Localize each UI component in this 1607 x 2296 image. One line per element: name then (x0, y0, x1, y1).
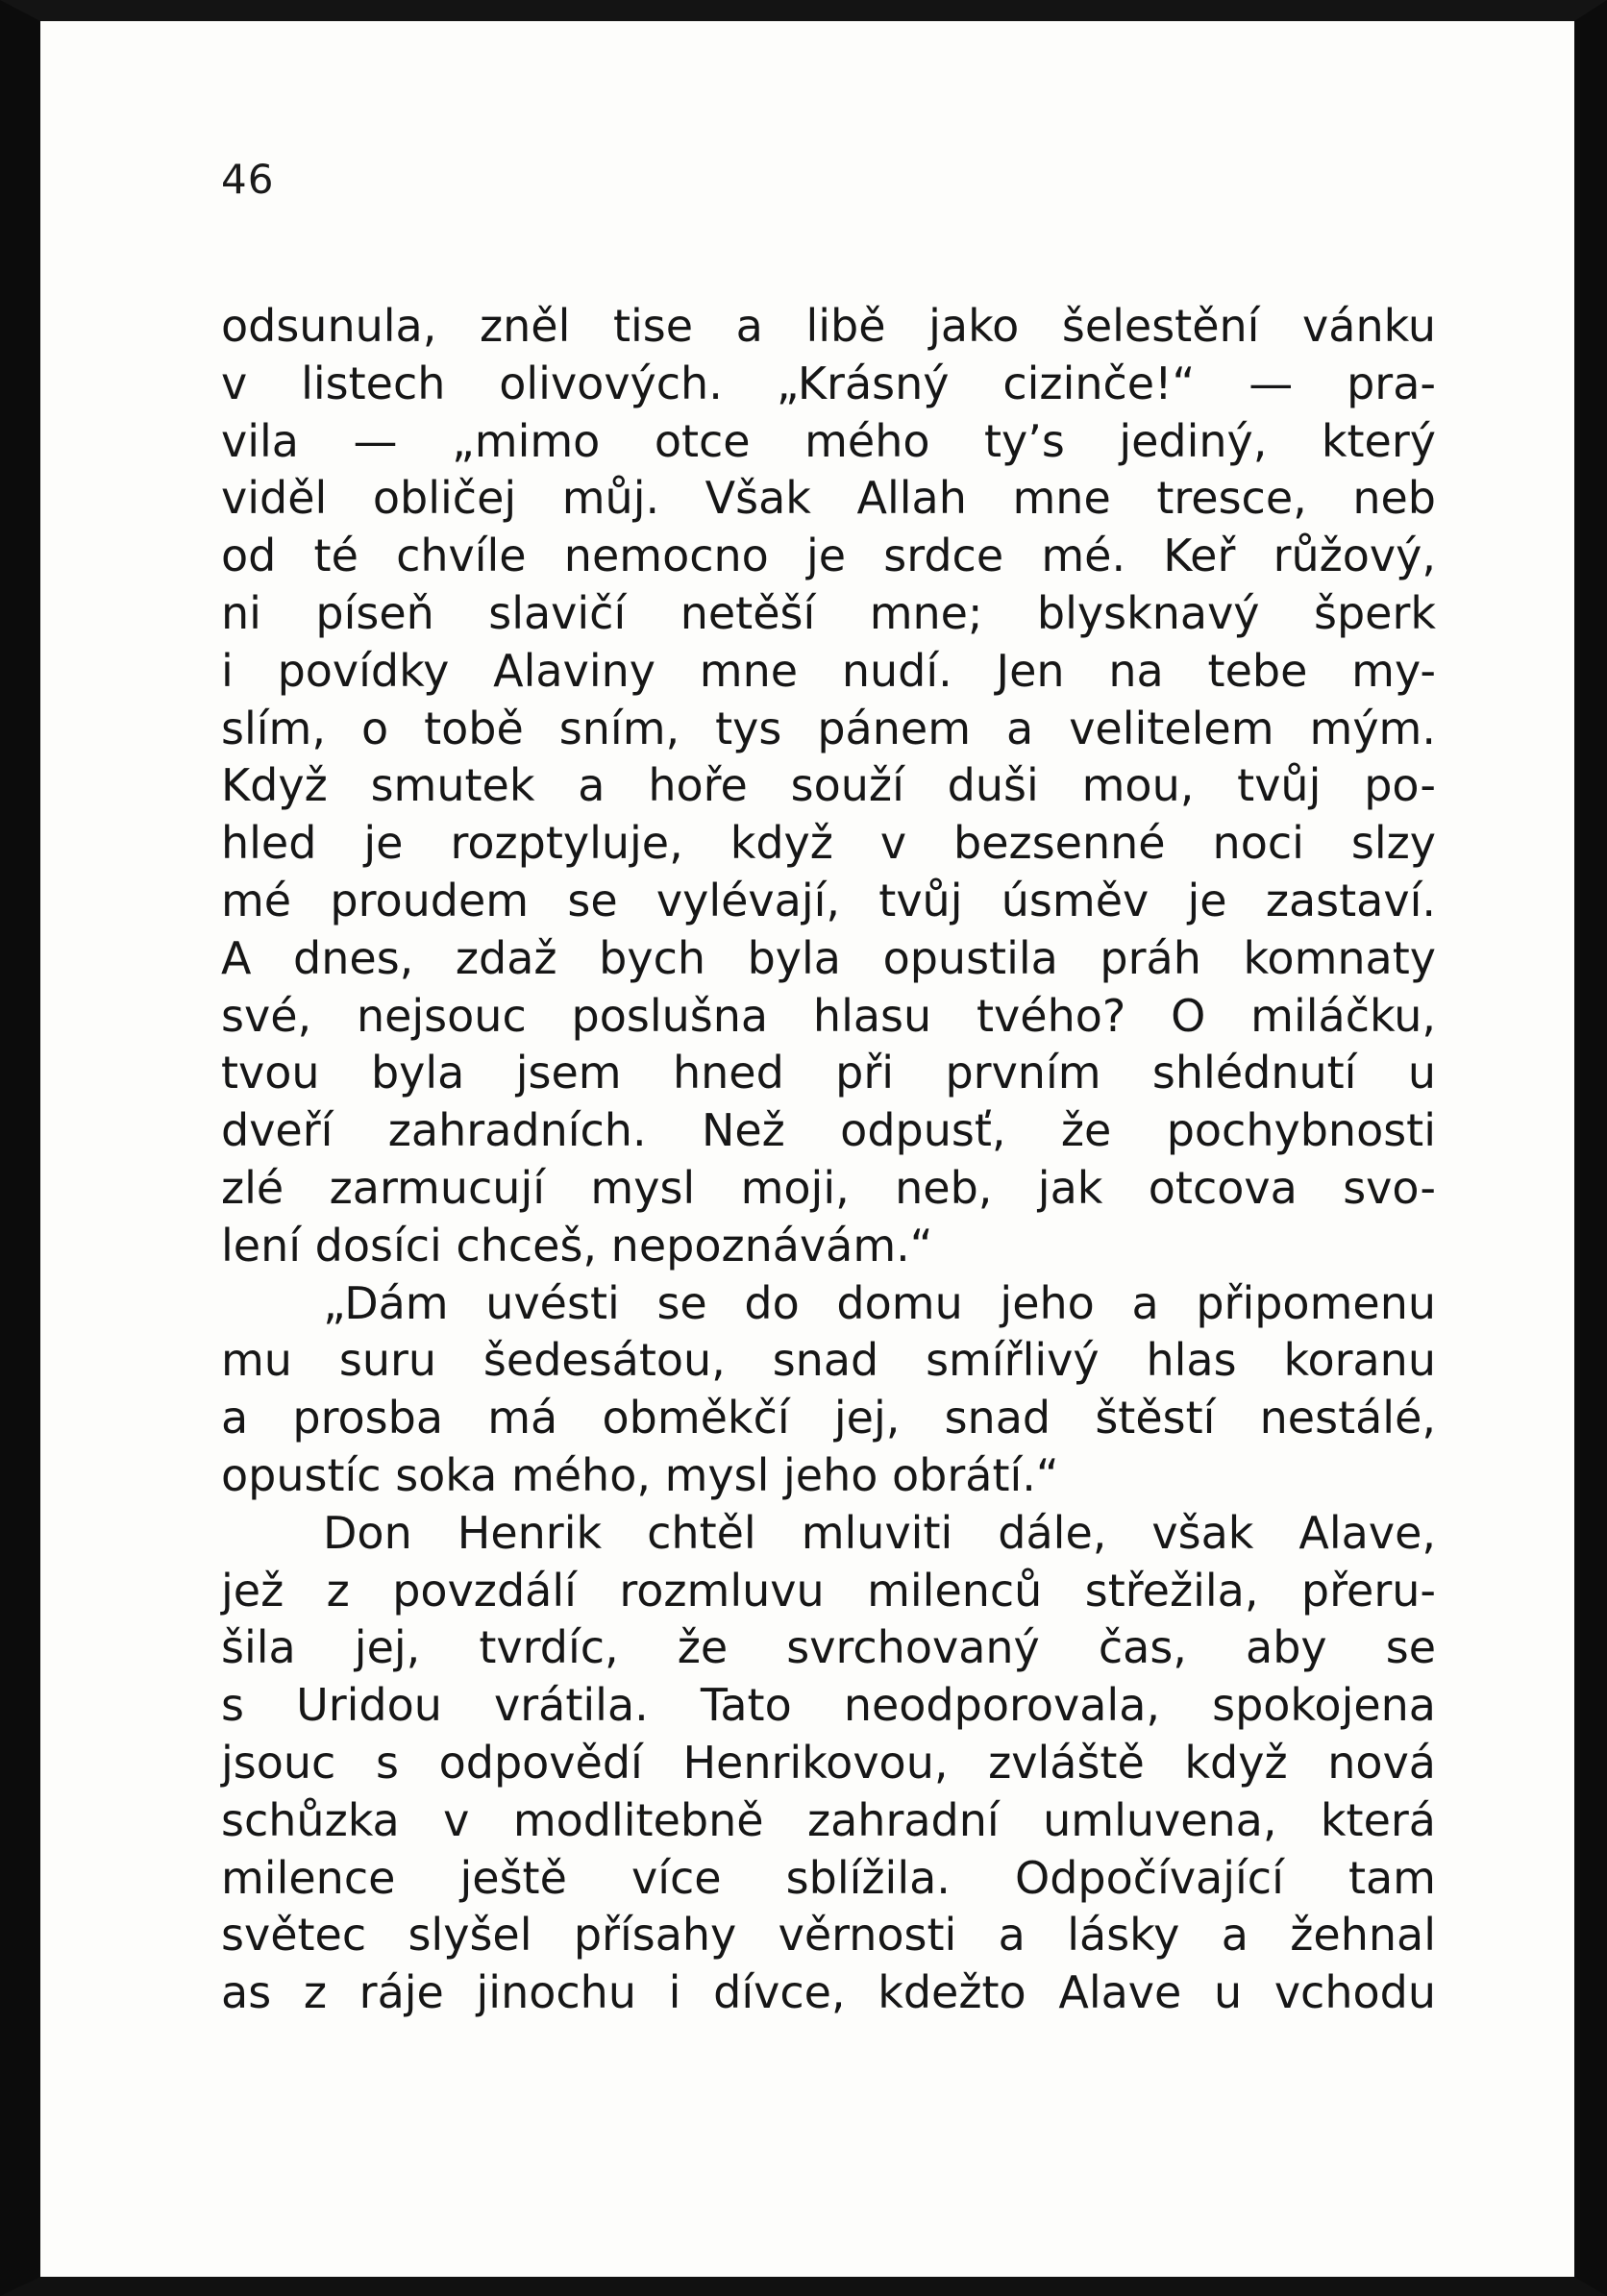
text-line: jež z povzdálí rozmluvu milenců střežila, přeru- (221, 1564, 1436, 1617)
text-line: s Uridou vrátila. Tato neodporovala, spokojena (221, 1679, 1436, 1732)
paragraph-end-line: opustíc soka mého, mysl jeho obrátí.“ (221, 1448, 1059, 1501)
paragraph-start-line: „Dám uvésti se do domu jeho a připomenu (323, 1276, 1436, 1329)
text-line: jsouc s odpovědí Henrikovou, zvláště když nová (221, 1736, 1436, 1789)
text-line: v listech olivových. „Krásný cizinče!“ — pra- (221, 357, 1436, 409)
text-line: ni píseň slavičí netěší mne; blysknavý šperk (221, 586, 1436, 639)
text-line: dveří zahradních. Než odpusť, že pochybnosti (221, 1104, 1436, 1157)
text-line: vila — „mimo otce mého ty’s jediný, který (221, 414, 1436, 467)
text-line: hled je rozptyluje, když v bezsenné noci slzy (221, 817, 1436, 870)
text-line: mu suru šedesátou, snad smířlivý hlas koranu (221, 1334, 1436, 1387)
paragraph-end-line: lení dosíci chceš, nepoznávám.“ (221, 1219, 933, 1271)
text-line: a prosba má obměkčí jej, snad štěstí nestálé, (221, 1392, 1436, 1444)
text-line: světec slyšel přísahy věrnosti a lásky a žehnal (221, 1909, 1436, 1962)
text-line: od té chvíle nemocno je srdce mé. Keř růžový, (221, 530, 1436, 582)
text-line: slím, o tobě sním, tys pánem a velitelem mým. (221, 702, 1436, 754)
text-line: zlé zarmucují mysl moji, neb, jak otcova svo- (221, 1161, 1436, 1214)
text-line: A dnes, zdaž bych byla opustila práh komnaty (221, 931, 1436, 984)
text-line: mé proudem se vylévají, tvůj úsměv je zastaví. (221, 874, 1436, 926)
text-line: schůzka v modlitebně zahradní umluvena, která (221, 1793, 1436, 1846)
body-text (221, 298, 1436, 2022)
book-page (40, 21, 1574, 2277)
text-line: as z ráje jinochu i dívce, kdežto Alave u vchodu (221, 1966, 1436, 2019)
text-line: odsunula, zněl tise a libě jako šelestění vánku (221, 300, 1436, 352)
page-number: 46 (221, 156, 275, 203)
text-line: viděl obličej můj. Však Allah mne tresce, neb (221, 472, 1436, 525)
text-line: šila jej, tvrdíc, že svrchovaný čas, aby se (221, 1621, 1436, 1674)
text-line: Když smutek a hoře souží duši mou, tvůj po- (221, 759, 1436, 812)
text-line: své, nejsouc poslušna hlasu tvého? O miláčku, (221, 989, 1436, 1042)
text-line: i povídky Alaviny mne nudí. Jen na tebe my- (221, 644, 1436, 697)
text-line: tvou byla jsem hned při prvním shlédnutí u (221, 1047, 1436, 1099)
text-line: milence ještě více sblížila. Odpočívající tam (221, 1851, 1436, 1904)
paragraph-start-line: Don Henrik chtěl mluviti dále, však Alave, (323, 1506, 1436, 1559)
